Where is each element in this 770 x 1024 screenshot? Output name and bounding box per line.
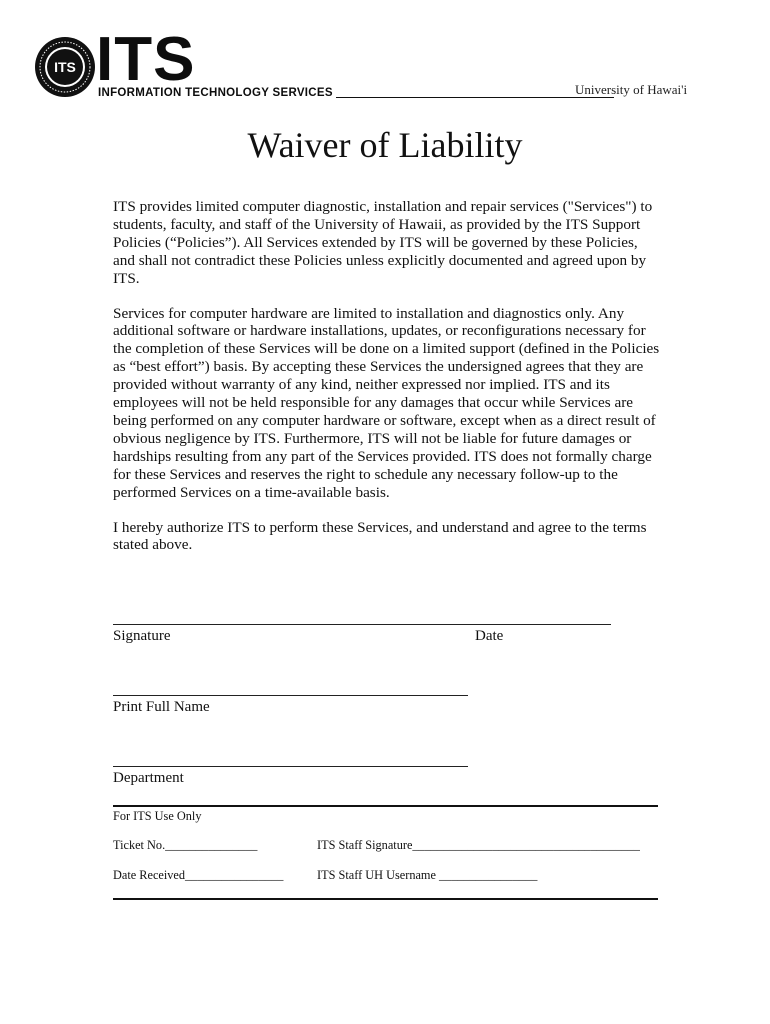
university-name: University of Hawai'i: [575, 82, 688, 97]
seal-label: ITS: [54, 59, 76, 75]
print-name-label: Print Full Name: [113, 699, 210, 715]
date-received-field[interactable]: Date Received________________: [113, 868, 284, 882]
ticket-number-field[interactable]: Ticket No._______________: [113, 838, 258, 852]
paragraph-hardware: Services for computer hardware are limited to installation and diagnostics only. Any additional software or hardware installations, updates, or reconfigurations necessary for the completion of these Services will be done on a limited support (defined in the Policies as “best effort”) basis. By accepting these Services the undersigned agrees that they are provided without warranty of any kind, neither expressed nor implied. ITS and its employees will not be held responsible for any damages that occur while Services are being performed on any computer hardware or software, except when as a direct result of obvious negligence by ITS. Furthermore, ITS will not be liable for future damages or hardships resulting from any part of the Services provided. ITS does not formally charge for these Services and reserves the right to schedule any necessary follow-up to the performed Services on a time-available basis.: [113, 304, 660, 501]
its-logo-text: ITS: [96, 25, 196, 94]
its-use-top-rule: [113, 805, 658, 807]
signature-label: Signature: [113, 628, 171, 644]
paragraph-authorization: I hereby authorize ITS to perform these Services, and understand and agree to the terms stated above.: [113, 518, 647, 554]
department-label: Department: [113, 770, 184, 786]
header-divider: [336, 97, 614, 98]
print-name-line[interactable]: [113, 695, 468, 696]
document-header: [34, 25, 734, 104]
page-title: Waiver of Liability: [247, 125, 523, 165]
university-seal-icon: [34, 36, 96, 98]
department-line[interactable]: [113, 766, 468, 767]
its-use-bottom-rule: [113, 898, 658, 900]
logo-subtitle: INFORMATION TECHNOLOGY SERVICES: [98, 87, 333, 99]
staff-username-field[interactable]: ITS Staff UH Username ________________: [317, 868, 538, 882]
paragraph-services: ITS provides limited computer diagnostic, installation and repair services ("Services") to students, faculty, and staff of the University of Hawaii, as provided by the ITS Support Policies (“Policies”). All Services extended by ITS will be governed by these Policies, and shall not contradict these Policies unless explicitly documented and agreed upon by ITS.: [113, 198, 653, 287]
its-use-heading: For ITS Use Only: [113, 809, 202, 823]
waiver-body: [113, 198, 661, 571]
staff-signature-field[interactable]: ITS Staff Signature_____________________________________: [317, 838, 640, 852]
date-label: Date: [475, 628, 504, 644]
signature-line[interactable]: [113, 624, 611, 625]
